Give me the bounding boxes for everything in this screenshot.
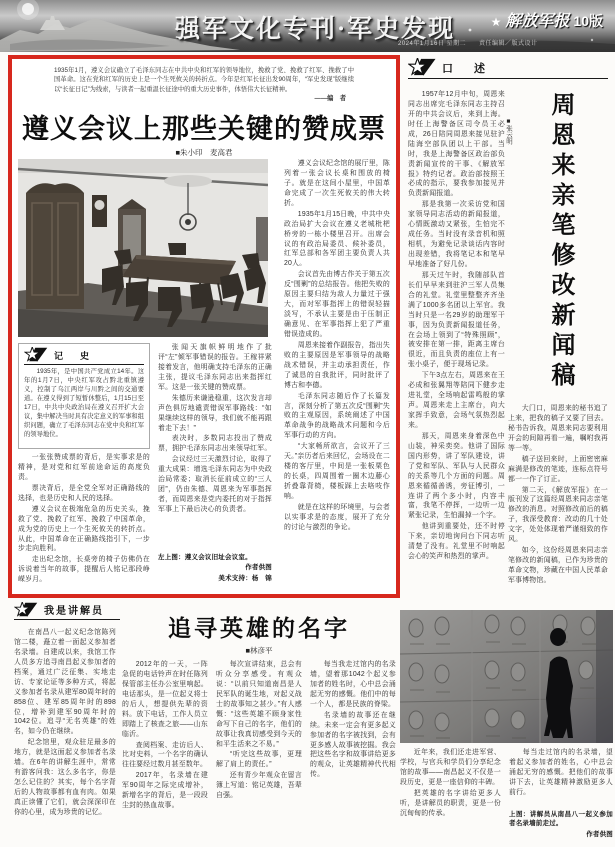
zunyi-meeting-room-photo xyxy=(18,159,268,337)
sidebar-vertical-title: 周恩来亲笔修改新闻稿 xyxy=(547,92,574,392)
paragraph: 毛泽东同志随后作了长篇发言，深刻分析了第五次反“围剿”失败的主观原因，系统阐述了中国革命战争的战略战术问题和今后军事行动的方向。 xyxy=(284,392,390,440)
name-wall-photo xyxy=(400,610,613,743)
sidebar-column-right xyxy=(508,404,608,606)
paragraph: 1935年1月15日晚，中共中央政治局扩大会议在遵义老城枇杷桥旁的一栋小楼里召开。出席会议的有政治局委员、候补委员，红军总部和各军团主要负责人共20人。 xyxy=(284,210,390,268)
paragraph: 查阅档案、走访后人、比对史料，一个名字的确认往往要经过数月甚至数年。 xyxy=(122,741,208,769)
jishi-header xyxy=(24,347,144,365)
main-article-column-2 xyxy=(158,343,272,551)
caption-credit: 作者供图 xyxy=(586,830,613,838)
star-section-icon xyxy=(408,58,436,76)
paragraph: 近年来，我们还走进军营、学校，与官兵和学员们分享纪念馆的故事——南昌起义不仅是一段历史，更是一座信仰的丰碑。 xyxy=(400,749,501,786)
paragraph: 会议经过三天激烈讨论，取得了重大成果：增选毛泽东同志为中央政治局常委；取消长征前成立的“三人团”，仍由朱德、周恩来为军事指挥者，而周恩来是党内委托的对于指挥军事上下最后决心的负责者。 xyxy=(158,456,272,513)
paragraph: 表决时，多数同志投出了赞成票，拥护毛泽东同志出来领导红军。 xyxy=(158,435,272,453)
paragraph: 周恩来接着作副报告，指出失败的主要原因是军事领导的战略战术错误，并主动承担责任，作了诚恳的自我批评，同时批评了博古和李德。 xyxy=(284,341,390,389)
paragraph: 如今，这份经周恩来同志亲笔修改的新闻稿，已作为珍贵的革命文物，珍藏在中国人民革命军事博物馆。 xyxy=(508,547,608,584)
page-number: 10版 xyxy=(573,13,603,29)
editor-note-text: 1935年1月，遵义会议确立了毛泽东同志在中共中央和红军的领导地位，挽救了党、挽救了红军、挽救了中国革命。这在党和红军的历史上是一个生死攸关的转折点。今年是红军长征出发90周年，“军史发现”版继续以“长征日记”为线索，与读者一起重温长征途中的重大历史事件，体悟伟大长征精神。 xyxy=(54,67,354,93)
bottom-byline: ■林彦平 xyxy=(245,646,273,655)
paragraph: 名录墙的故事还在继续。未来一定会有更多起义参加者的名字被找到，会有更多感人故事被挖掘。我会把这些名字和故事讲给更多的观众，让英雄精神代代相传。 xyxy=(310,711,396,779)
bottom-column-c xyxy=(310,660,396,842)
bottom-column-b xyxy=(216,660,302,842)
paragraph: 每当走过馆内的名录墙，望着起义参加者的姓名，心中总会涌起无穷的感慨。把他们的故事讲下去，让英雄精神激励更多人前行。 xyxy=(509,749,613,796)
paragraph: 票决背后，是全党全军对正确路线的选择，也是历史和人民的选择。 xyxy=(18,484,150,502)
masthead xyxy=(491,8,603,31)
bottom-photo-column-left xyxy=(400,748,501,842)
paragraph: 遵义会议纪念馆的展厅里，陈列着一张会议长桌和围放的椅子。就是在这间小屋里，中国革命完成了一次生死攸关的伟大转折。 xyxy=(284,160,390,207)
caption-line: 左上图：遵义会议旧址会议室。 xyxy=(158,554,252,561)
page-banner xyxy=(0,0,615,52)
main-article-column-3 xyxy=(284,159,390,587)
paragraph: 那天，周恩来身着深色中山装，神采奕奕。他讲了国际国内形势，讲了军队建设，讲了党和军队、军队与人民群众的关系等几个方面的问题。周恩来循循善诱，旁征博引，一连讲了两个多小时，内容丰富，我笔不停挥，一边听一边紧张记录，生怕漏掉一个字。 xyxy=(408,432,505,520)
jishi-box xyxy=(18,343,150,449)
paragraph: 还有青少年观众在留言簿上写道：铭记英雄，吾辈自强。 xyxy=(216,772,302,800)
paragraph: 走出纪念馆，长桌旁的椅子仿佛仍在诉说着当年的故事，提醒后人铭记那段峥嵘岁月。 xyxy=(18,556,150,584)
main-article-column-1 xyxy=(18,453,150,587)
paragraph: 每次宣讲结束，总会有听众分享感受。有观众说：“以前只知道南昌是人民军队的诞生地，对起义战士的故事知之甚少。”有人感慨：“这些英雄不顾身家性命写下自己的名字，他们的故事让我真切感受到今天的和平生活来之不易。” xyxy=(216,661,302,748)
star-section-icon xyxy=(14,602,38,617)
paragraph: 纪念馆里，观众驻足最多的地方，就是这面起义参加者名录墙。在6年的讲解生涯中，常常有游客问我：这么多名字，你是怎么记住的？其实，每个名字背后的人物故事都有血有肉。如果真正读懂了它们，就会深深印在你的心里，成为珍贵的记忆。 xyxy=(14,739,116,816)
banner-title: 强军文化专刊·军史发现 xyxy=(174,16,456,43)
editor-note-signature: ——编 者 xyxy=(314,95,346,103)
paragraph: 下午3点左右，周恩来在王必成和张翼翔等陪同下健步走进礼堂，全场响起雷鸣般的掌声。周恩来走上主席台，向大家挥手致意，会场气氛热烈起来。 xyxy=(408,372,505,429)
sidebar-column-left xyxy=(408,90,505,606)
bottom-photo-column-right-text xyxy=(509,748,613,810)
paragraph: 1935年，是中国共产党成立14年。这年的1月7日，中央红军攻占黔北重镇遵义，控制了乌江两岸与川黔之间的交通要道。在遵义得到了短暂休整后，1月15日至17日，中共中央政治局在遵义召开扩大会议，集中解决当时具有决定意义的军事和组织问题，确立了毛泽东同志在党中央和红军的领导地位。 xyxy=(24,368,144,438)
paragraph: 就是在这样的环境里，与会者以实事求是的态度，展开了充分的讨论与激烈的争论。 xyxy=(284,503,390,531)
paragraph: 朱德历来谦逊稳重，这次发言却声色俱厉地谴责错误军事路线：“如果继续这样的领导，我们就不能再跟着走下去！” xyxy=(158,394,272,432)
oral-section-label: 口 述 xyxy=(442,63,490,75)
paragraph: 他讲到重要处，还不时停下来，亲切地询问台下同志听清楚了没有。礼堂里不时响起会心的笑声和热烈的掌声。 xyxy=(408,523,505,561)
paragraph: 2012年的一天，一阵急促的电话铃声在时任陈列保管部主任办公室里响起。电话那头，是一位起义将士的后人，想提供先辈的资料。放下电话，工作人员立即踏上了核查之旅——山东临沂。 xyxy=(122,661,208,738)
paragraph: “大家畅所欲言，会议开了三天。”亲历者后来回忆，会场设在二楼的客厅里，中间是一张板栗色的长桌，四周围着一圈木边藤心折叠靠背椅，楼板踩上去咯吱作响。 xyxy=(284,443,390,500)
paragraph: 遵义会议在极端危急的历史关头，挽救了党、挽救了红军、挽救了中国革命，成为党的历史上一个生死攸关的转折点。从此，中国革命在正确路线指引下，一步步走向胜利。 xyxy=(18,505,150,553)
paragraph: 把英雄的名字讲给更多人听，是讲解员的职责，更是一份沉甸甸的传承。 xyxy=(400,789,501,817)
oral-section-header xyxy=(408,58,608,79)
paragraph: 大门口，周恩来的秘书追了上来，把我的稿子又要了回去。秘书告诉我，周恩来同志要利用开会的间隙再看一遍，嘱咐我再等一等。 xyxy=(508,405,608,452)
guide-section-label: 我是讲解员 xyxy=(44,606,104,617)
sidebar-author: ■张云明 xyxy=(505,118,512,145)
jishi-text xyxy=(24,368,144,446)
paper-name: 解放军报 xyxy=(505,13,570,30)
paragraph: 会议首先由博古作关于第五次反“围剿”的总结报告。他把失败的原因主要归结为敌人力量过于强大，而对军事指挥上的错误轻描淡写，不承认主要是由于压制正确意见、在军事指挥上犯了严重错误造成的。 xyxy=(284,271,390,338)
paragraph: 那是我第一次采访党和国家领导同志活动的新闻报道，心情既激动又紧张，生怕完不成任务。当时没有录音机和照相机，为避免记录谈话内容时出现差错，我将笔记本和笔早早地准备了好几份。 xyxy=(408,201,505,268)
main-headline: 遵义会议上那些关键的赞成票 xyxy=(22,114,386,144)
jishi-label: 记 史 xyxy=(54,351,94,361)
paragraph: 每当我走过馆内的名录墙，望着那1042个起义参加者的姓名时，心中总会涌起无穷的感慨。他们中的每一个人，都是民族的脊梁。 xyxy=(310,661,396,708)
name-wall-caption xyxy=(509,810,613,840)
main-article-box xyxy=(8,55,400,598)
caption-line: 作者供图 xyxy=(245,564,272,572)
star-icon: ★ xyxy=(490,15,502,29)
main-photo-caption xyxy=(158,553,272,589)
caption-text: 上图：讲解员从南昌八一起义参加者名录墙前走过。 xyxy=(509,811,613,828)
paragraph: 一张张赞成票的背后，是实事求是的精神，是对党和红军前途命运的高度负责。 xyxy=(18,454,150,481)
main-byline: ■朱小印 麦高君 xyxy=(175,148,233,157)
paragraph: 张闻天旗帜鲜明地作了批评“左”倾军事错误的报告。王稼祥紧接着发言，他明确支持毛泽东的正确主张，提议毛泽东同志出来指挥红军。这是一张关键的赞成票。 xyxy=(158,344,272,391)
paragraph: 稿子送回来时，上面密密麻麻满是修改的笔迹，连标点符号都一一作了订正。 xyxy=(508,455,608,483)
paragraph: 1957年12月中旬，周恩来同志出席完毛泽东同志主持召开的中共会议后，来到上海。时任上海警备区司令员王必成，26日陪同周恩来接见驻沪陆海空部队团以上干部。当时，我是上海警备区政治部负责新闻宣传的干事、《解放军报》特约记者。政治部按照王必成的指示，要我参加接见并负责新闻报道。 xyxy=(408,91,505,198)
paragraph: 2017年，名录墙在建军90周年之际完成增补，新增名字的背后，是一段段尘封的热血故事。 xyxy=(122,772,208,810)
editor-note xyxy=(54,66,354,104)
dateline: 2024年1月16日 星期二 责任编辑／版式设计 xyxy=(398,41,538,47)
bottom-column-a xyxy=(122,660,208,842)
paragraph: 第二天，《解放军报》在一版刊发了这篇经周恩来同志亲笔修改的消息。对照修改前后的稿子，我深受教育：改动的几十处文字，处处体现着严谨细致的作风。 xyxy=(508,486,608,544)
guide-column xyxy=(14,628,116,842)
star-section-icon xyxy=(24,347,48,362)
bottom-photo-column-right xyxy=(509,748,613,842)
guide-section-header xyxy=(14,602,120,620)
bottom-headline: 追寻英雄的名字 xyxy=(168,615,350,641)
caption-line: 美术支持：杨 锦 xyxy=(218,574,272,582)
paragraph: 在南昌八一起义纪念馆陈列馆二楼，矗立着一面起义参加者名录墙。自建成以来，我馆工作人员多方追寻南昌起义参加者的档案，通过广泛征集、实地走访、专家论证等多种方式，将起义参加者名录从建军80周年时的858位、建军85周年时的898位，增补到建军90周年时的1042位。追寻“无名英雄”的姓名，如今仍在继续。 xyxy=(14,629,116,736)
paragraph: 那天过午时，我随部队首长们早早来到驻沪三军人员集合的礼堂。礼堂里整整齐齐坐满了1000多名团以上军官。我当时只是一名29岁的助理军干事，因为负责新闻报道任务，在会场上领到了“特殊照顾”，被安排在第一排，距离主席台很近，而且负责的座位上有一张小桌子，便于现场记录。 xyxy=(408,271,505,369)
paragraph: “听完这些故事，更理解了肩上的责任。” xyxy=(216,751,302,769)
